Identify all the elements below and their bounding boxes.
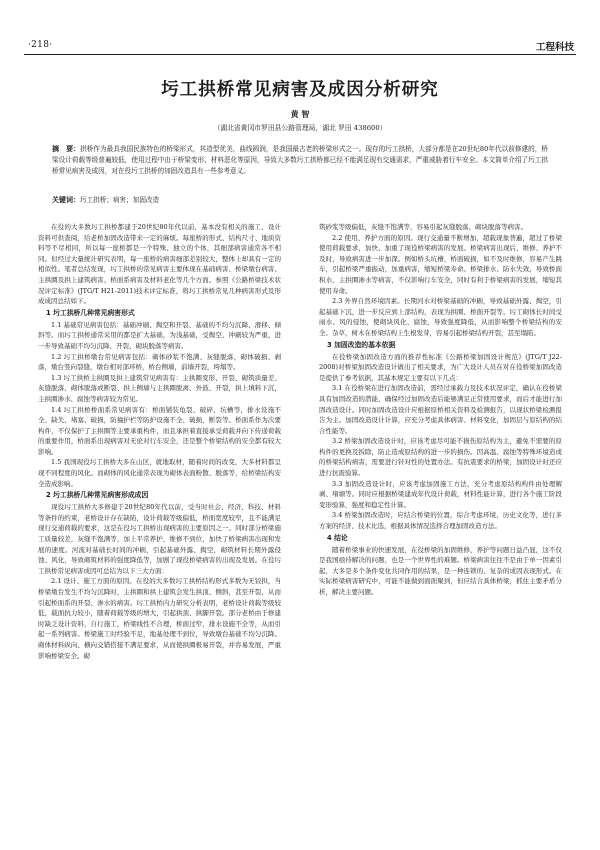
body-paragraph: 3.1 在役桥梁在进行加固改造前，需经过承载力及技术状况评定，确认在役桥梁具有加固改造的潜能，确保经过加固改造后能够满足正常使用要求，而后才能进行加固改造设计。同时加固改造设计应根据原桥相关资料及检测报告，以现状桥梁检测报告为主。加固改造设计计算，应充分考虑具体病害、材料变化，加固层与原结构的结合性能等。 [319, 384, 562, 435]
body-paragraph: 筑砂浆等级偏低，灰缝不饱满等，容易引起灰缝脱落、砌块脱落等病害。 [319, 223, 527, 231]
body-paragraph: 2.2 使用、养护方面的原因。现行交通量不断增加，超载现象普遍，超过了桥梁使用荷载要求，加快、加重了现役桥梁病害的发展。桥梁病害出现后，维修、养护不及时，导致病害进一步加深。例如桥头坑槽，桥面破损，如不及时维修，容易产生跳车，引起桥梁严重振动，加重病害，缩短桥梁寿命。桥梁排水、防水失效，导致桥面积水，主拱圈渗水等病害，不仅影响行车安全，同时有利于桥梁病害的发展，缩短其使用寿命。 [319, 233, 562, 295]
running-header [24, 38, 576, 55]
body-paragraph: 在役桥梁加固改造方面的推荐性标准《公路桥梁加固设计规范》(JTG/T J22-2008)对桥梁加固改造设计做出了相关要求，为广大设计人员在对在役桥梁加固改造是提供了参考依据，其基本规定主要有以下几点： [319, 352, 562, 382]
journal-name: 工程科技 [535, 42, 574, 53]
keywords [52, 194, 548, 205]
author-name: 黄 智 [290, 109, 310, 119]
section-heading: 4 结论 [327, 533, 348, 542]
body-paragraph: 1.3 圬工拱桥主拱圈及拱上建筑常见病害有：主拱圈变形、开裂、砌筑质量差、灰缝脱落、砌体脱落或断裂、拱上侧墙与主拱圈脱离、外鼓、开裂，拱上填料下沉，主拱圈渗水、腐蚀等病害较为常见。 [38, 373, 281, 403]
left-column [38, 222, 281, 832]
body-paragraph: 现役圬工拱桥大多修建于20世纪80年代以前，受当时社会、经济、科技、材料等条件的约束，老桥设计存在缺陷，设计荷载等级偏低，桥面宽度较窄，且不能满足现行交通荷载的要求，这是在役圬工拱桥出现病害的主要原因之一。同时部分桥梁施工质量较差，灰缝不饱满等，加上平常养护，维修不到位，加快了桥梁病害出现和发展的速度。河流对基础长时间的冲刷，引起基础外露、掏空，砌筑材料长期外露侵蚀、风化，导致砌筑材料的强度降低等，加剧了现役桥梁病害的出现及发展。在役圬工拱桥常见病害成因可总结为以下三大方面： [38, 503, 281, 575]
section-heading: 3 加固改造的基本依据 [327, 340, 396, 349]
abstract [52, 144, 548, 177]
body-paragraph: 3.4 桥梁加固改造时，应结合桥梁的位置，综合考虑环境、历史文化等，进行多方案的经济、技术比选，根据具体情况选择合理加固改造方法。 [319, 511, 562, 531]
abstract-text: 拱桥作为最具我国民族特色的桥梁形式，其造型优美，曲线圆润，是我国最古老的桥梁形式之一。现存的圬工拱桥，大部分都是在20世纪80年代以前修建的，桥梁设计荷载等级普遍较低，使用过程中由于桥梁变形、材料恶化等原因，导致大多数圬工拱桥都已经不能满足现有交通需求，严重威胁着行车安全。本文简单介绍了圬工拱桥常见病害及成因，对在役圬工拱桥的加固改造具有一些参考意义。 [52, 145, 548, 175]
body-paragraph: 1.5 我国现役圬工拱桥大多在山区，就地取材，随着时间的改变，大多材料都呈现不同程度的风化。而砌体的风化通常表现为砌体表面粉散、脱落等，给桥梁结构安全造成影响。 [38, 458, 281, 488]
author-affiliation: （湖北省黄冈市罗田县公路管理局，湖北 罗田 438600） [213, 124, 387, 132]
section-heading: 2 圬工拱桥几种常见病害形成成因 [46, 491, 149, 500]
body-paragraph: 1.2 圬工拱桥墩台常见病害包括：砌体砂浆不饱满、灰缝脱落，砌体破损、剥落，墩台竖向裂缝，墩台相对部环桥，桥台侧墙，前墙开裂，垮塌等。 [38, 352, 281, 372]
body-paragraph: 在役的大多数圬工拱桥都建于20世纪80年代以前，基本没有相关的施工、设计资料可供查阅，给老桥加固改造带来一定的麻烦。每座桥的形式、结构尺寸、地质资料等不尽相同，所以每一座桥都是一个特殊、独立的个体，其细部病害通常各不相同。但经过大量统计研究表明，每一座桥的病害细部差别较大，整体上却具有一定的相似性。笔者总结发现，圬工拱桥的常见病害主要体现在基础病害、桥梁墩台病害、主拱圈及拱上建筑病害、桥面系病害及材料老化等几个方面。参照《公路桥梁技术状况评定标准》(JTG/T H21-2011)技术评定标准，将圬工拱桥常见几种病害形式及形成成因总结如下。 [38, 223, 281, 306]
article-title: 圬工拱桥常见病害及成因分析研究 [161, 80, 439, 100]
keywords-label: 关键词： [52, 196, 80, 204]
body-paragraph: 2.1 设计、施工方面的原因。在役的大多数圬工拱桥结构形式多数为无铰拱，当桥梁墩台发生不均匀沉降时，主拱圈和拱上建筑会发生拱顶、侧斜，甚至开裂，从而引起桥面系的开裂、渗水的病害。圬工拱桥内力研究分析表明，老桥设计荷载等级较低，载面抗力较小，随着荷载等级的增大，引起拱顶、拱脚开裂。部分老桥由于修建时缺乏设计资料，自行施工，桥梁线性不合理，桥面过窄，排水设施不全等，从而引起一系列病害。桥梁施工时经验不足，地基处理不到位，导致墩台基础不均匀沉降。砌体材料纵向、横向交错搭接不满足要求，从而使拱圈极易开裂，并容易发展，严重影响桥梁安全。砌 [38, 577, 281, 660]
body-paragraph: 3.2 桥梁加固改造设计时，应该考虑尽可能不损伤原结构为主，避免不需要的原构件的更换及拆除，防止造成原结构的进一步的损伤。因高温、腐蚀等特殊环境造成的桥梁结构病害，需要进行针对性的处置办法。有抗震要求的桥梁，加固设计时还应进行抗震验算。 [319, 437, 562, 478]
body-paragraph: 1.1 基础常见病害包括：基础冲刷、掏空和开裂、基础的不均匀沉降、滑移、倾斜等。而圬工拱桥通常采用的都是扩大基础，为浅基础，受掏空、冲刷较为严重，进一步导致基础不均匀沉降、开裂、砌块脱落等病害。 [38, 320, 281, 350]
page-number: ·218· [28, 40, 53, 50]
body-paragraph: 1.4 圬工拱桥桥面系常见病害有：桥面铺装龟裂、破碎、坑槽等，排水设施不全、缺失、堵塞、破损，防撞护栏等防护设施不全、破损、断裂等。桥面系作为次要构件，不仅保护了主拱圈等主要承重构件，而且承担着直接承受荷载并向下传递荷载的重要作用，桥面系出现病害对无论对行车安全，还是整个桥梁结构的安全都有较大影响。 [38, 405, 281, 456]
abstract-label: 摘 要： [52, 145, 81, 153]
keywords-text: 圬工拱桥；病害；加固改造 [80, 196, 160, 204]
body-paragraph: 随着桥梁事业的快速发展，在役桥梁的加固维修，养护等问题日益凸显，这不仅是我国亟待解决的问题，也是一个世界性的难题。桥梁病害往往不是由于单一因素引起，大多是多个条件变化共同作用的结果，是一种连锁的、复杂的成因表现形式。在实际桥梁病害研究中，可能不能做到面面聚到，但应结合具体桥梁，抓住主要矛盾分析，解决主要问题。 [319, 545, 562, 596]
body-paragraph: 3.3 加固改造设计时，应该考虑加固施工方法，充分考虑原结构构件由处理解剥、堵塘等。同时应根据桥梁建成年代设计荷载，材料性能计算，进行各个施工阶段变形验算，强度和稳定性计算。 [319, 479, 562, 509]
body-paragraph: 2.3 外界自然环境因素。长期河水对桥梁基础的冲刷，导致基础外露、掏空，引起基础下沉，进一步反应到上部结构，表现为拱圈、桥面开裂等。圬工砌体长时间受雨水、风的侵蚀，使砌块风化、腐蚀，导致强度降低，从而影响整个桥梁结构的安全。杂草，树木在桥梁结构上生根发芽，容易引起桥梁结构开裂，甚至塌陷。 [319, 297, 562, 337]
right-column [319, 222, 562, 832]
section-heading: 1 圬工拱桥几种常见病害形式 [46, 308, 135, 317]
